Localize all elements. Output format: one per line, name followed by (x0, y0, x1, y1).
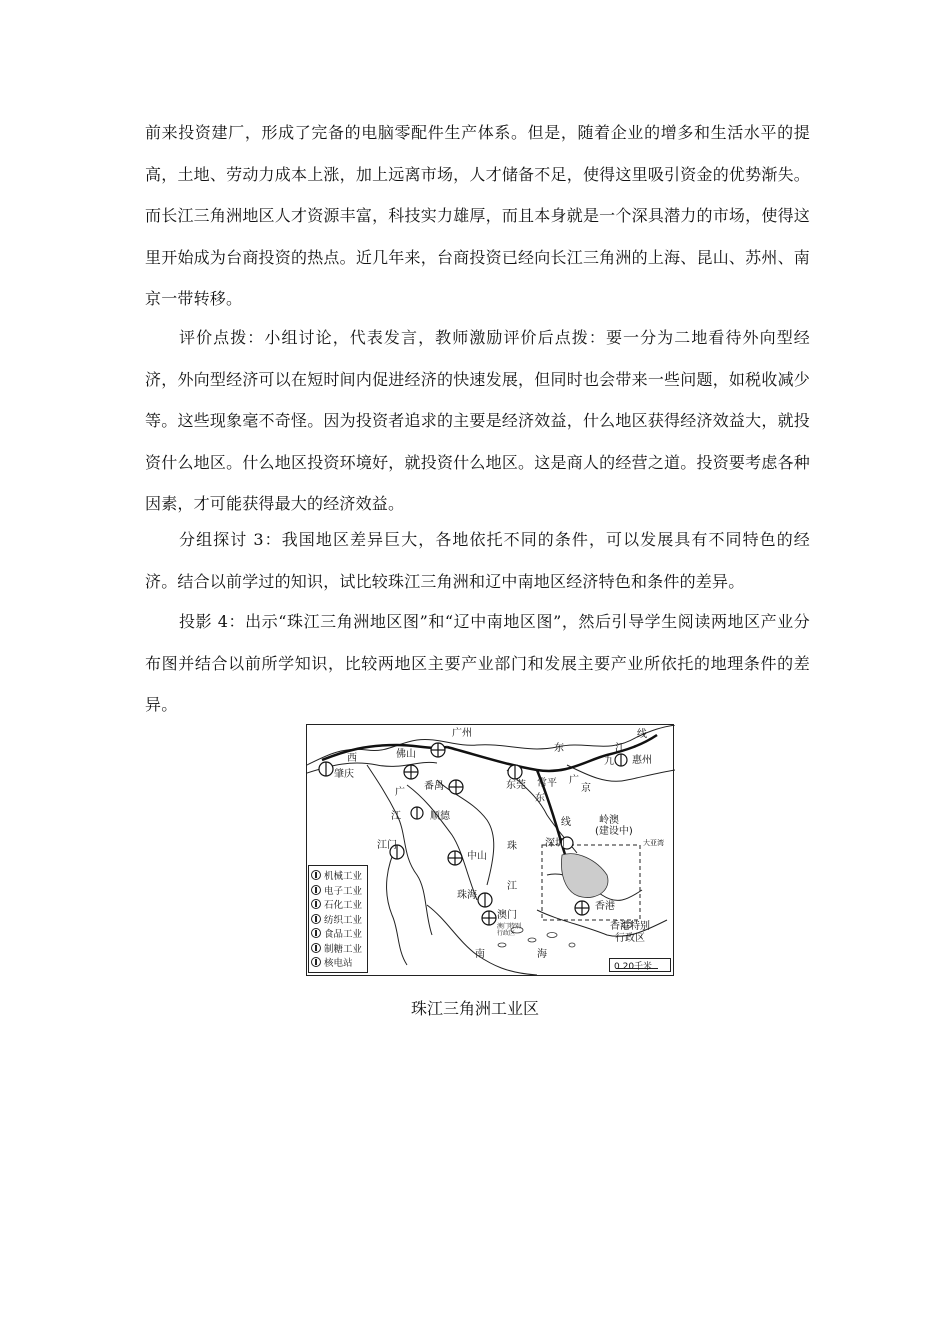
label-zhaoqing: 肇庆 (334, 769, 354, 780)
food-icon (311, 928, 321, 938)
label-guangzhou: 广州 (452, 728, 472, 739)
nuclear-plant-icon (311, 957, 321, 967)
label-dong-river: 东 (554, 743, 564, 754)
label-dong2: 东 (535, 793, 545, 804)
legend-item-electronics: 电子工业 (311, 883, 365, 898)
label-zhuhai: 珠海 (457, 890, 477, 901)
label-zhongshan: 中山 (467, 851, 487, 862)
label-jiang3: 江 (507, 881, 517, 892)
label-jiang-river: 江 (615, 743, 625, 754)
label-hk-sar2: 行政区 (615, 933, 645, 944)
label-lingao-note: (建设中) (595, 826, 633, 837)
label-lingao: 岭澳 (599, 815, 619, 826)
label-aomen: 澳门 (497, 910, 517, 921)
legend-item-petrochemical: 石化工业 (311, 897, 365, 912)
label-jiu: 九 (604, 756, 614, 767)
label-dongguan: 东莞 (506, 780, 526, 791)
label-guang: 广 (569, 775, 579, 786)
label-aomen-sar2: 行政区 (497, 930, 516, 937)
pearl-river-delta-map (306, 724, 674, 976)
paragraph-2: 评价点拨：小组讨论，代表发言，教师激励评价后点拨：要一分为二地看待外向型经济，外向型经济可以在短时间内促进经济的快速发展，但同时也会带来一些问题，如税收减少等。这些现象毫不奇怪。因为投资者追求的主要是经济效益，什么地区获得经济效益大，就投资什么地区。什么地区投资环境好，就投资什么地区。这是商人的经营之道。投资要考虑各种因素，才可能获得最大的经济效益。 (145, 328, 810, 513)
label-jing: 京 (581, 783, 591, 794)
machinery-icon (311, 870, 321, 880)
label-changping: 常平 (537, 778, 557, 789)
label-jiangmen: 江门 (377, 840, 397, 851)
textile-icon (311, 914, 321, 924)
label-hk-sar: 香港特别 (610, 921, 650, 932)
paragraph-3: 分组探讨 3：我国地区差异巨大，各地依托不同的条件，可以发展具有不同特色的经济。结合以前学过的知识，试比较珠江三角洲和辽中南地区经济特色和条件的差异。 (145, 530, 810, 591)
figure-caption: 珠江三角洲工业区 (410, 999, 539, 1018)
label-zhu: 珠 (507, 841, 517, 852)
legend-item-food: 食品工业 (311, 926, 365, 941)
paragraph-1: 前来投资建厂，形成了完备的电脑零配件生产体系。但是，随着企业的增多和生活水平的提高，土地、劳动力成本上涨，加上远离市场，人才储备不足，使得这里吸引资金的优势渐失。而长江三角洲地区人才资源丰富，科技实力雄厚，而且本身就是一个深具潜力的市场，使得这里开始成为台商投资的热点。近几年来，台商投资已经向长江三角洲的上海、昆山、苏州、南京一带转移。 (145, 123, 810, 308)
petrochemical-icon (311, 899, 321, 909)
legend-item-textile: 纺织工业 (311, 912, 365, 927)
label-panyu: 番禺 (424, 781, 444, 792)
label-shunde: 顺德 (430, 811, 450, 822)
paragraph-4: 投影 4：出示“珠江三角洲地区图”和“辽中南地区图”，然后引导学生阅读两地区产业分布图并结合以前所学知识，比较两地区主要产业部门和发展主要产业所依托的地理条件的差异。 (145, 612, 810, 714)
label-aomen-sar: 澳门特别 (497, 923, 522, 930)
label-huizhou: 惠州 (632, 755, 652, 766)
label-hai: 海 (537, 949, 547, 960)
label-foshan: 佛山 (396, 749, 416, 760)
legend-item-nuclear: 核电站 (311, 955, 365, 970)
label-nan: 南 (475, 949, 485, 960)
label-shenzhen: 深圳 (545, 838, 565, 849)
legend-item-sugar: 制糖工业 (311, 941, 365, 956)
label-xi: 西 (347, 753, 357, 764)
electronics-icon (311, 885, 321, 895)
legend-item-machinery: 机械工业 (311, 868, 365, 883)
label-daya: 大亚湾 (643, 839, 664, 847)
label-xian2: 线 (561, 817, 571, 828)
sugar-icon (311, 943, 321, 953)
label-jiang2: 江 (391, 811, 401, 822)
label-xianggang: 香港 (595, 901, 615, 912)
label-guang-west: 广 (395, 787, 405, 798)
label-xian: 线 (637, 729, 647, 740)
map-scale: 0 20千米 (609, 958, 671, 972)
map-legend (308, 865, 368, 973)
